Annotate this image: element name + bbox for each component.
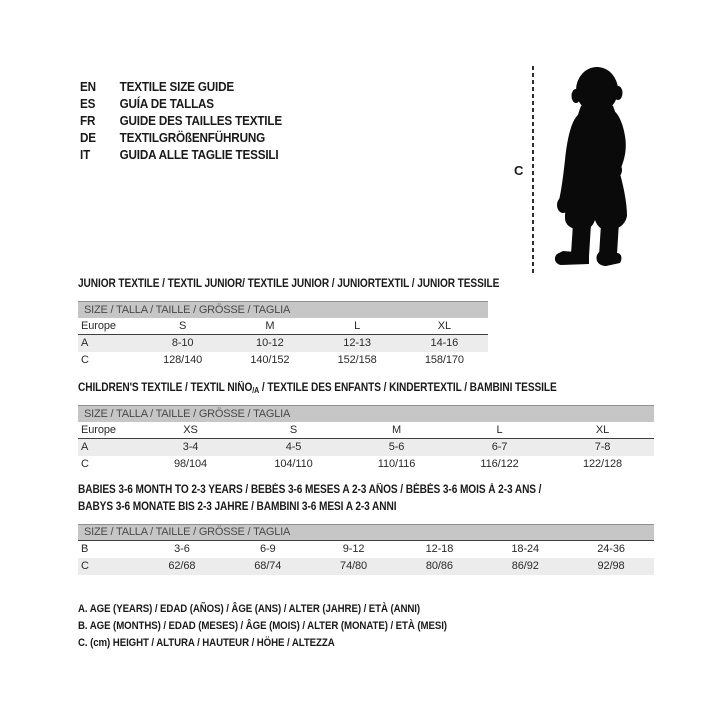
language-label: GUIDE DES TAILLES TEXTILE [119,113,282,128]
language-label: TEXTILGRÖßENFÜHRUNG [119,130,266,145]
table-cell: 104/110 [274,458,313,470]
table-cell: 14-16 [430,337,459,349]
table-cell: XS [183,424,198,436]
table-cell: 12-13 [343,337,371,349]
table-cell: 6-7 [491,441,508,453]
footnote-age-months: B. AGE (MONTHS) / EDAD (MESES) / ÂGE (MOIS) / ALTER (MONATE) / ETÀ (MESI) [78,620,447,632]
language-row-fr [80,112,282,129]
section-title [78,277,499,294]
toddler-silhouette-icon [543,60,648,272]
junior-size-table [78,301,488,369]
row-label: A [81,441,89,453]
table-cell: 98/104 [173,458,208,470]
table-row-c [78,352,488,369]
section-title-subscript: /A [252,386,260,395]
table-cell: M [391,424,402,436]
table-row-c [78,456,654,473]
table-row-c [78,558,654,575]
table-cell: 12-18 [425,543,454,555]
table-cell: 8-10 [171,337,194,349]
row-label: C [81,458,89,470]
table-cell: 18-24 [511,543,540,555]
table-cell: 3-6 [174,543,190,555]
language-code: DE [80,130,96,145]
table-cell: 128/140 [163,354,203,366]
language-code: ES [80,96,96,111]
table-cell: XL [595,424,610,436]
size-header-bar: SIZE / TALLA / TAILLE / GRÖSSE / TAGLIA [78,301,488,318]
language-label: TEXTILE SIZE GUIDE [119,79,235,94]
language-code: IT [80,147,91,162]
childrens-size-table [78,405,654,473]
row-label: C [81,354,89,366]
row-label: Europe [81,320,116,332]
section-title-text: CHILDREN'S TEXTILE / TEXTIL NIÑO [78,382,253,394]
table-cell: 10-12 [256,337,284,349]
table-cell: S [179,320,187,332]
language-row-de [80,129,282,146]
section-title-text: JUNIOR TEXTILE / TEXTIL JUNIOR/ TEXTILE JUNIOR / JUNIORTEXTIL / JUNIOR TESSILE [78,278,500,290]
language-list [80,78,282,163]
table-cell: 86/92 [511,560,539,572]
table-cell: 92/98 [597,560,625,572]
footnote-age-years: A. AGE (YEARS) / EDAD (AÑOS) / ÂGE (ANS) / ALTER (JAHRE) / ETÀ (ANNI) [78,603,421,615]
language-code: EN [80,79,96,94]
language-label: GUÍA DE TALLAS [119,96,214,111]
table-row-a [78,335,488,352]
section-title-line2: BABYS 3-6 MONATE BIS 2-3 JAHRE / BAMBINI 3-6 MESI A 2-3 ANNI [78,501,397,513]
footnote-height-cm: C. (cm) HEIGHT / ALTURA / HAUTEUR / HÖHE / ALTEZZA [78,637,335,649]
babies-textile-section [78,483,654,575]
table-cell: 158/170 [424,354,464,366]
section-title [78,381,585,398]
row-label: B [81,543,89,555]
section-title [78,483,585,500]
table-cell: 122/128 [582,458,623,470]
table-cell: 140/152 [250,354,290,366]
table-row-europe [78,318,488,335]
section-title-text: / TEXTILE DES ENFANTS / KINDERTEXTIL / BAMBINI TESSILE [259,382,557,394]
table-cell: 3-4 [182,441,199,453]
size-header-bar: SIZE / TALLA / TAILLE / GRÖSSE / TAGLIA [78,405,654,422]
table-cell: 4-5 [285,441,302,453]
table-cell: M [265,320,275,332]
language-row-es [80,95,282,112]
table-cell: 5-6 [388,441,405,453]
size-header-bar: SIZE / TALLA / TAILLE / GRÖSSE / TAGLIA [78,524,654,541]
table-cell: 6-9 [259,543,276,555]
junior-textile-section [78,277,557,369]
childrens-textile-section [78,381,654,473]
height-label-c: C [514,163,524,178]
table-cell: 24-36 [597,543,625,555]
table-cell: 110/116 [377,458,416,470]
table-cell: S [289,424,298,436]
height-measure-dashed-line [532,66,534,274]
row-label: Europe [81,424,116,436]
table-row-a [78,439,654,456]
language-row-it [80,146,282,163]
section-title-text: BABIES 3-6 MONTH TO 2-3 YEARS / BEBÉS 3-6 MESES A 2-3 AÑOS / BÉBÉS 3-6 MOIS À 2-3 ANS / [78,484,542,496]
table-row-europe [78,422,654,439]
table-cell: 7-8 [594,441,611,453]
language-label: GUIDA ALLE TAGLIE TESSILI [119,147,279,162]
table-cell: 116/122 [480,458,519,470]
row-label: C [81,560,89,572]
babies-size-table [78,524,654,575]
footnotes [78,601,497,652]
row-label: A [81,337,89,349]
table-cell: L [496,424,503,436]
table-cell: 9-12 [342,543,365,555]
table-cell: 152/158 [337,354,377,366]
table-cell: 80/86 [425,560,453,572]
table-cell: 68/74 [254,560,282,572]
table-cell: 74/80 [340,560,368,572]
table-cell: XL [437,320,451,332]
table-cell: L [354,320,361,332]
language-code: FR [80,113,96,128]
table-row-b [78,541,654,558]
table-cell: 62/68 [168,560,196,572]
language-row-en [80,78,282,95]
